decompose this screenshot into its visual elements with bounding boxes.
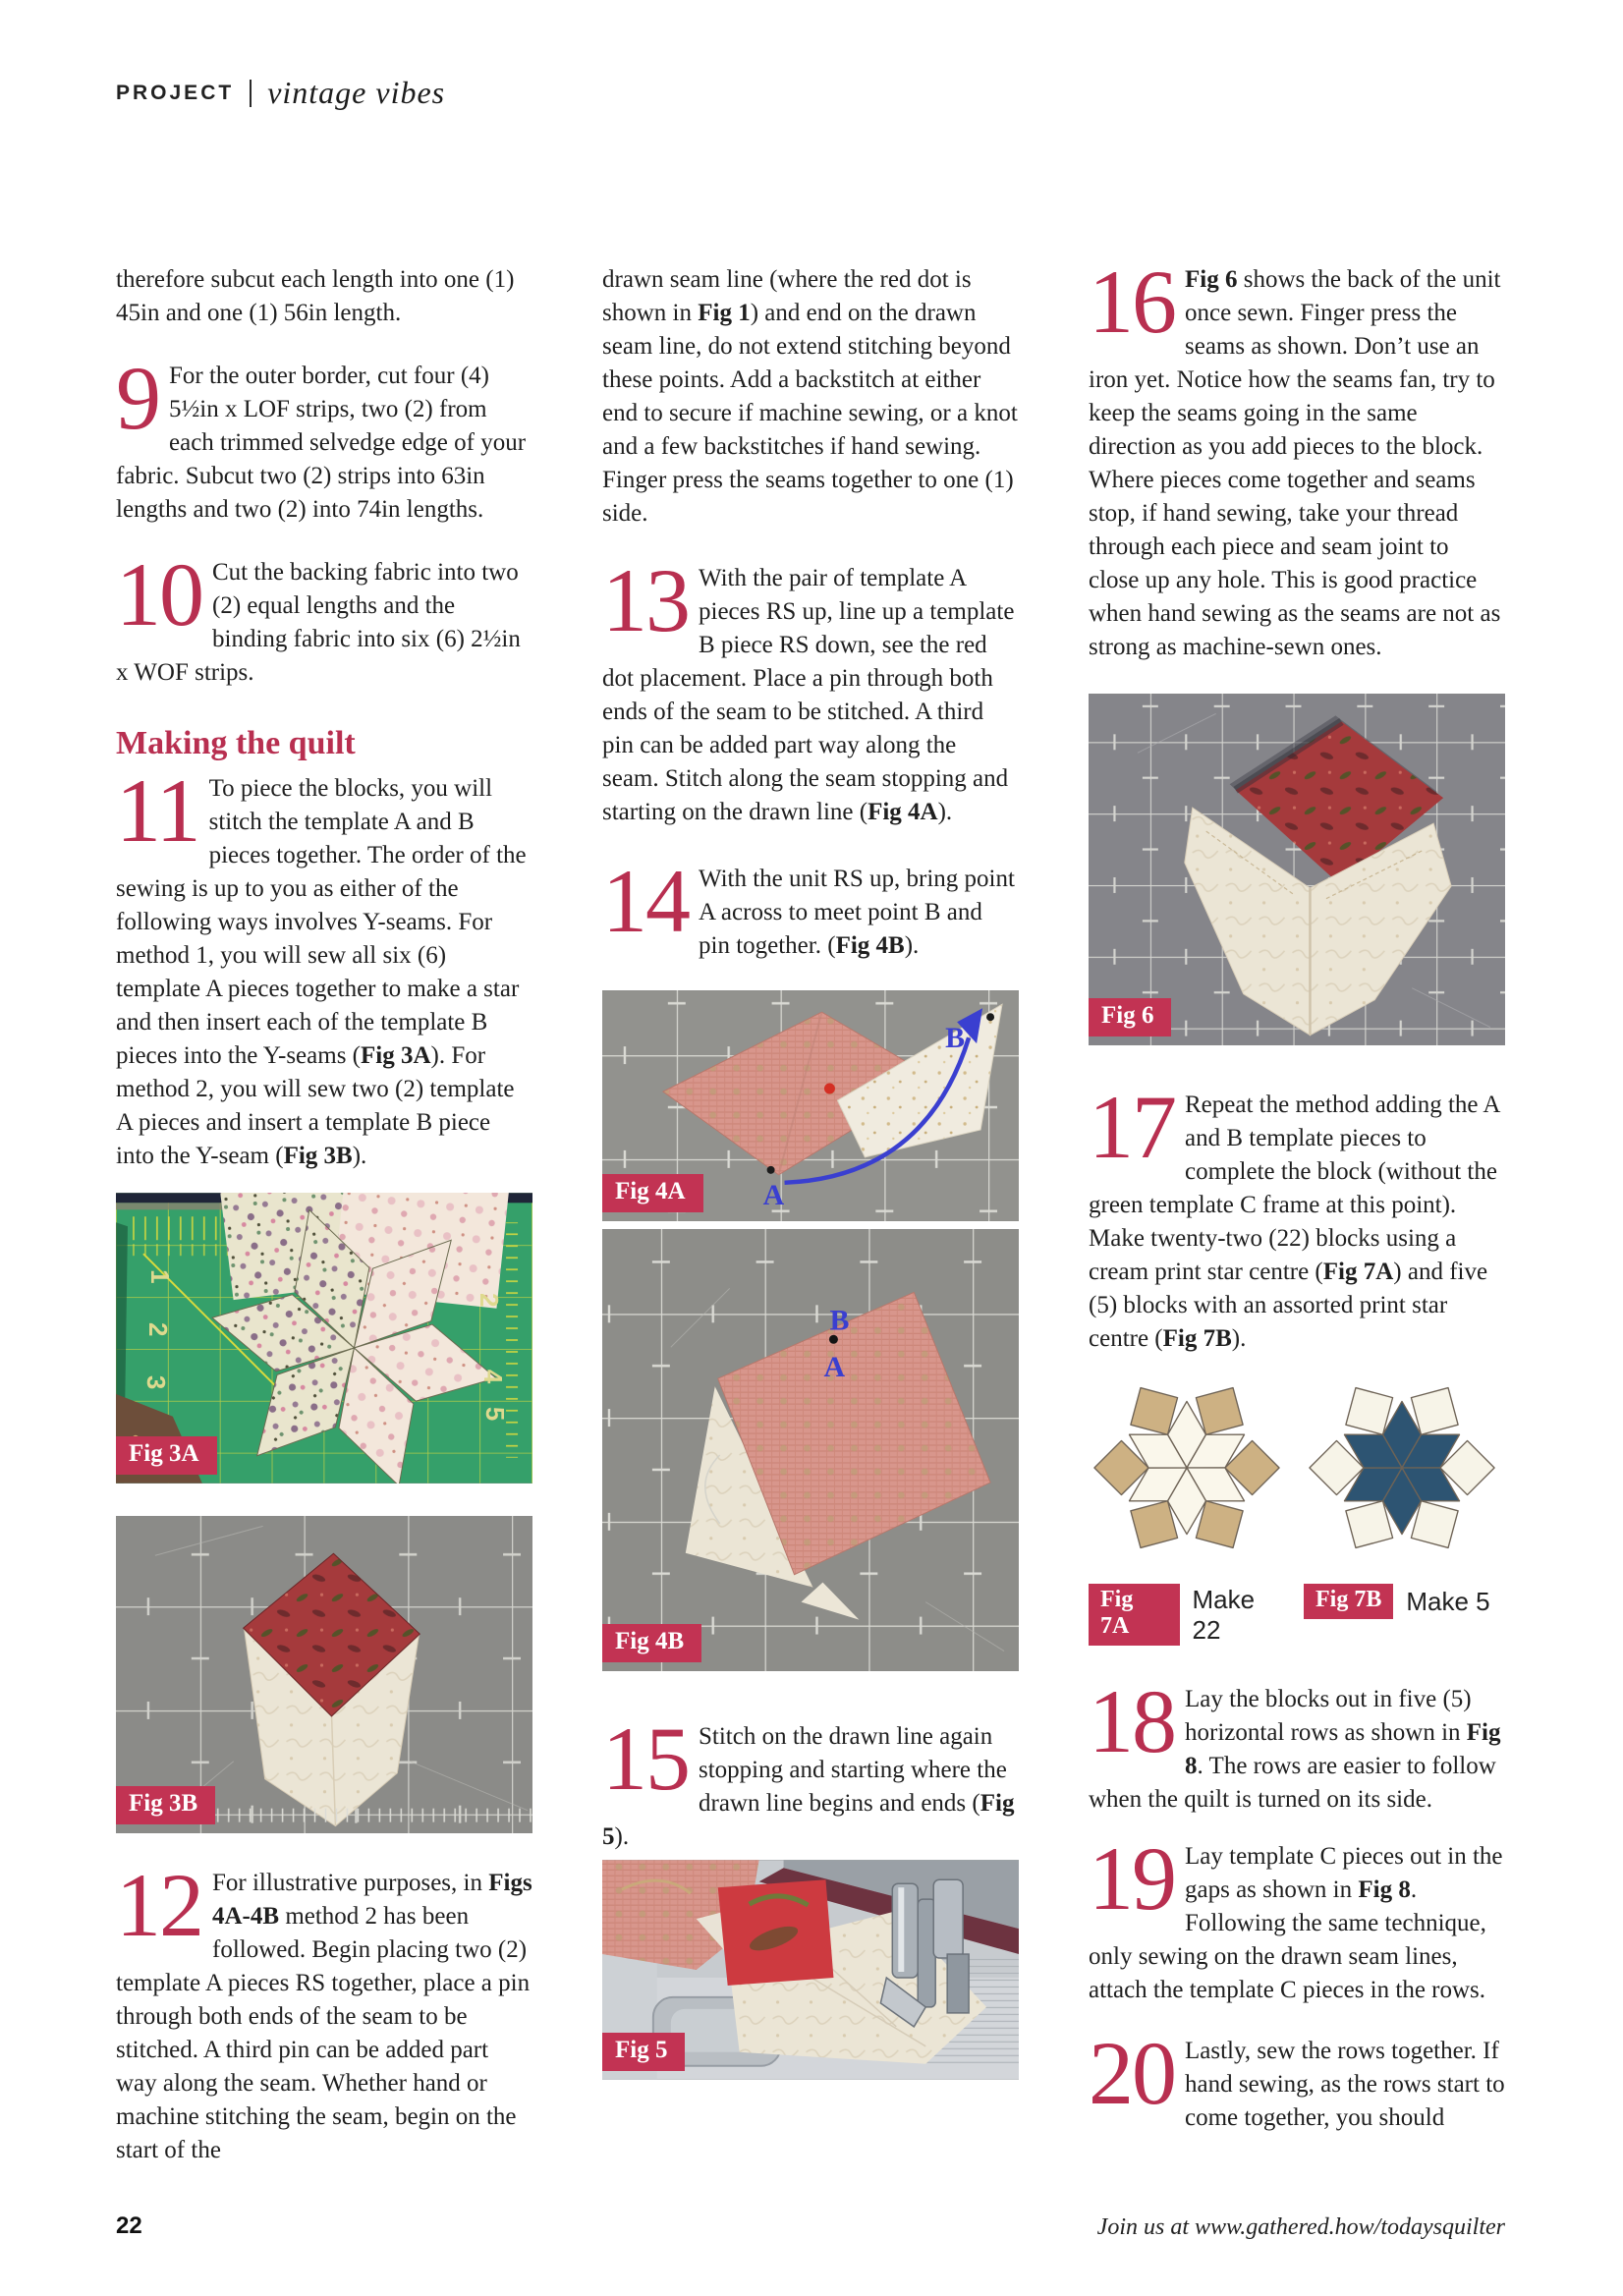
step-15-text: Stitch on the drawn line again stopping and starting where the drawn line begins and ends (Fig 5).: [602, 1723, 1015, 1850]
footer-link-text: Join us at www.gathered.how/todaysquilter: [1096, 2214, 1505, 2240]
point-a-dot: [767, 1166, 775, 1174]
mat-number: 2: [142, 1322, 171, 1337]
fig-3a-photo: [116, 1193, 532, 1484]
fig-3b-label: Fig 3B: [116, 1786, 215, 1824]
step-13-text: With the pair of template A pieces RS up, line up a template B piece RS down, see the red dot placement. Place a pin through both ends of the seam to be stitched. A third pin can be added part way along the seam. Stitch along the seam stopping and starting on the drawn line (Fig 4A).: [602, 565, 1015, 825]
point-b-letter: B: [945, 1022, 966, 1055]
step-number-15: 15: [602, 1708, 689, 1809]
step-18: [1089, 1671, 1505, 1817]
step-16-text: Fig 6 shows the back of the unit once sewn. Finger press the seams as shown. Don’t use an iron yet. Notice how the seams fan, try to keep the seams going in the same direction as you add pieces to the block. Where pieces come together and seams stop, if hand sewing, take your thread through each piece and seam joint to close up any hole. This is good practice when hand sewing as the seams are not as strong as machine-sewn ones.: [1089, 266, 1501, 660]
page-header: [116, 75, 445, 111]
column-1: [116, 263, 532, 2167]
step-20: [1089, 2023, 1505, 2135]
section-heading: Making the quilt: [116, 725, 356, 761]
fig-4b-label: Fig 4B: [602, 1624, 701, 1662]
step-number-19: 19: [1089, 1828, 1175, 1929]
step-15: [602, 1708, 1019, 1854]
header-divider: [250, 80, 252, 107]
step-number-11: 11: [116, 760, 199, 861]
step-number-20: 20: [1089, 2023, 1175, 2123]
presser-foot: [880, 1879, 969, 2027]
step-9-text: For the outer border, cut four (4) 5½in x LOF strips, two (2) from each trimmed selvedge edge of your fabric. Subcut two (2) strips into 63in lengths and two (2) into 74in lengths.: [116, 363, 527, 523]
column-3: [1089, 252, 1505, 2135]
fig-7b-star-diagram: [1304, 1370, 1500, 1566]
point-a-letter: A: [762, 1178, 785, 1211]
step-20-text: Lastly, sew the rows together. If hand sewing, as the rows start to come together, you should: [1185, 2038, 1505, 2131]
step-11-text: To piece the blocks, you will stitch the template A and B pieces together. The order of the sewing is up to you as either of the following ways involves Y-seams. For method 1, you will sew all six (6) template A pieces together to make a star and then insert each of the template B pieces into the Y-seams (Fig 3A). For method 2, you will sew two (2) template A pieces and insert a template B piece into the Y-seam (Fig 3B).: [116, 775, 527, 1169]
point-b-letter: B: [829, 1304, 850, 1337]
fig-4b-photo: [602, 1229, 1019, 1671]
fig-4b-illustration: [602, 1229, 1019, 1671]
mat-number: 5: [480, 1406, 509, 1422]
step-number-10: 10: [116, 544, 202, 644]
fig-3b-photo: [116, 1516, 532, 1833]
step-number-18: 18: [1089, 1671, 1175, 1771]
step-number-14: 14: [602, 851, 689, 951]
step-13: [602, 550, 1019, 829]
fig-3a-label: Fig 3A: [116, 1436, 217, 1475]
page-number: 22: [116, 2212, 142, 2239]
fig-4a-photo: [602, 990, 1019, 1221]
step-17-text: Repeat the method adding the A and B template pieces to complete the block (without the green template C frame at this point). Make twenty-two (22) blocks using a cream print star centre (Fig 7A) and five (5) blocks with an assorted print star centre (Fig 7B).: [1089, 1092, 1500, 1352]
step-number-9: 9: [116, 348, 159, 448]
fig-7a-block: [1089, 1370, 1290, 1646]
fig-7a-star-diagram: [1089, 1370, 1285, 1566]
fig-7b-block: [1304, 1370, 1505, 1646]
point-a-letter: A: [823, 1351, 846, 1384]
step-18-text: Lay the blocks out in five (5) horizontal rows as shown in Fig 8. The rows are easier to follow when the quilt is turned on its side.: [1089, 1686, 1501, 1813]
fig-5-label: Fig 5: [602, 2033, 685, 2071]
paragraph-continuation: therefore subcut each length into one (1) 45in and one (1) 56in length.: [116, 266, 515, 326]
fig-6-illustration: [1089, 694, 1505, 1045]
mat-number: 1: [144, 1269, 173, 1284]
paragraph-continuation: drawn seam line (where the red dot is shown in Fig 1) and end on the drawn seam line, do not extend stitching beyond these points. Add a backstitch at either end to secure if machine sewing, or a knot and a few backstitches if hand sewing. Finger press the seams together to one (1) side.: [602, 266, 1018, 527]
fig-7a-caption: Make 22: [1192, 1584, 1256, 1645]
step-11: [116, 760, 532, 1173]
step-14-text: With the unit RS up, bring point A across to meet point B and pin together. (Fig 4B).: [699, 866, 1015, 959]
mat-number: 3: [140, 1374, 169, 1390]
fig-6-photo: [1089, 694, 1505, 1045]
red-dot-marker: [824, 1084, 835, 1094]
step-19-text: Lay template C pieces out in the gaps as shown in Fig 8. Following the same technique, only sewing on the drawn seam lines, attach the template C pieces in the rows.: [1089, 1843, 1503, 2003]
step-number-16: 16: [1089, 252, 1175, 352]
step-17: [1089, 1077, 1505, 1356]
column-2: [602, 263, 1019, 2080]
step-12-text: For illustrative purposes, in Figs 4A-4B method 2 has been followed. Begin placing two (2) template A pieces RS together, place a pin through both ends of the seam to be stitched. A third pin can be added part way along the seam. Whether hand or machine stitching the seam, begin on the start of the: [116, 1870, 532, 2163]
step-number-13: 13: [602, 550, 689, 650]
fig-7-diagrams: [1089, 1370, 1505, 1646]
step-number-17: 17: [1089, 1077, 1175, 1177]
mat-number: 4: [478, 1369, 507, 1384]
step-19: [1089, 1828, 1505, 2007]
mat-number: 2: [475, 1293, 503, 1308]
point-b-dot: [986, 1013, 994, 1021]
fig-4a-label: Fig 4A: [602, 1174, 703, 1212]
step-10: [116, 544, 532, 690]
fig-7a-label: Fig 7A: [1089, 1584, 1180, 1646]
fig-7b-label: Fig 7B: [1304, 1584, 1393, 1619]
header-kicker: PROJECT: [116, 81, 235, 104]
step-12: [116, 1855, 532, 2167]
step-9: [116, 348, 532, 527]
step-16: [1089, 252, 1505, 664]
fig-7b-caption: Make 5: [1406, 1586, 1490, 1616]
fig-5-photo: [602, 1860, 1019, 2080]
fig-6-label: Fig 6: [1089, 998, 1171, 1036]
page-title: vintage vibes: [267, 75, 446, 110]
step-number-12: 12: [116, 1855, 202, 1955]
step-10-text: Cut the backing fabric into two (2) equal lengths and the binding fabric into six (6) 2½in x WOF strips.: [116, 559, 521, 686]
step-14: [602, 851, 1019, 963]
